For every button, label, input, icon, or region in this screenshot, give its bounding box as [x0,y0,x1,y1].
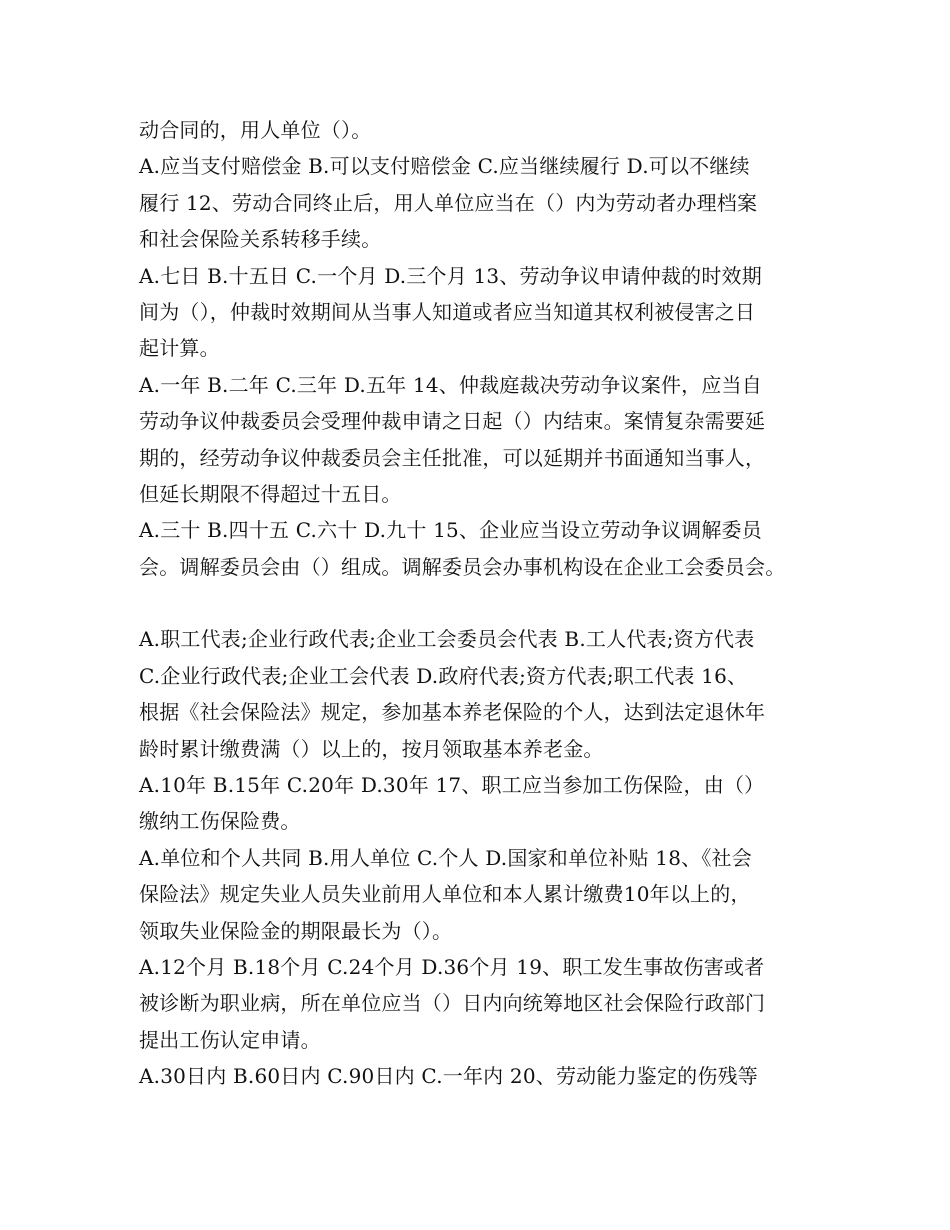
text-line: 龄时累计缴费满（）以上的，按月领取基本养老金。 [139,736,604,761]
text-line: 会。调解委员会由（）组成。调解委员会办事机构设在企业工会委员会。 [139,554,786,579]
text-line: 动合同的，用人单位（）。 [139,118,372,142]
text-line: A.职工代表;企业行政代表;企业工会委员会代表 B.工人代表;资方代表 [139,627,755,652]
text-line: 领取失业保险金的期限最长为（）。 [139,918,453,943]
text-line: 但延长期限不得超过十五日。 [139,481,402,506]
text-line: A.单位和个人共同 B.用人单位 C.个人 D.国家和单位补贴 18、《社会 [139,845,752,870]
text-line: 保险法》规定失业人员失业前用人单位和本人累计缴费10年以上的， [139,882,751,907]
text-line: 缴纳工伤保险费。 [139,809,301,834]
text-line: A.三十 B.四十五 C.六十 D.九十 15、企业应当设立劳动争议调解委员 [139,518,762,543]
text-line: 提出工伤认定申请。 [139,1027,321,1052]
text-line: 根据《社会保险法》规定，参加基本养老保险的个人，达到法定退休年 [139,700,766,725]
text-line: 间为（），仲裁时效期间从当事人知道或者应当知道其权利被侵害之日 [139,299,756,324]
text-line: 劳动争议仲裁委员会受理仲裁申请之日起（）内结束。案情复杂需要延 [139,409,766,434]
text-line: 被诊断为职业病，所在单位应当（）日内向统筹地区社会保险行政部门 [139,991,766,1016]
text-line: A.应当支付赔偿金 B.可以支付赔偿金 C.应当继续履行 D.可以不继续 [139,154,750,179]
text-line: 起计算。 [139,336,220,361]
text-line: A.30日内 B.60日内 C.90日内 C.一年内 20、劳动能力鉴定的伤残等 [139,1064,758,1089]
text-line: 履行 12、劳动合同终止后，用人单位应当在（）内为劳动者办理档案 [139,190,758,215]
text-line: C.企业行政代表;企业工会代表 D.政府代表;资方代表;职工代表 16、 [139,663,748,688]
text-line: 期的，经劳动争议仲裁委员会主任批准，可以延期并书面通知当事人， [139,445,766,470]
text-line: A.12个月 B.18个月 C.24个月 D.36个月 19、职工发生事故伤害或者 [139,954,765,979]
document-body [139,112,829,1095]
text-line: 和社会保险关系转移手续。 [139,227,382,252]
text-line: A.10年 B.15年 C.20年 D.30年 17、职工应当参加工伤保险，由（） [139,773,765,798]
paragraph-gap [139,585,829,621]
text-line: A.七日 B.十五日 C.一个月 D.三个月 13、劳动争议申请仲裁的时效期 [139,263,762,288]
text-line: A.一年 B.二年 C.三年 D.五年 14、仲裁庭裁决劳动争议案件，应当自 [139,372,762,397]
